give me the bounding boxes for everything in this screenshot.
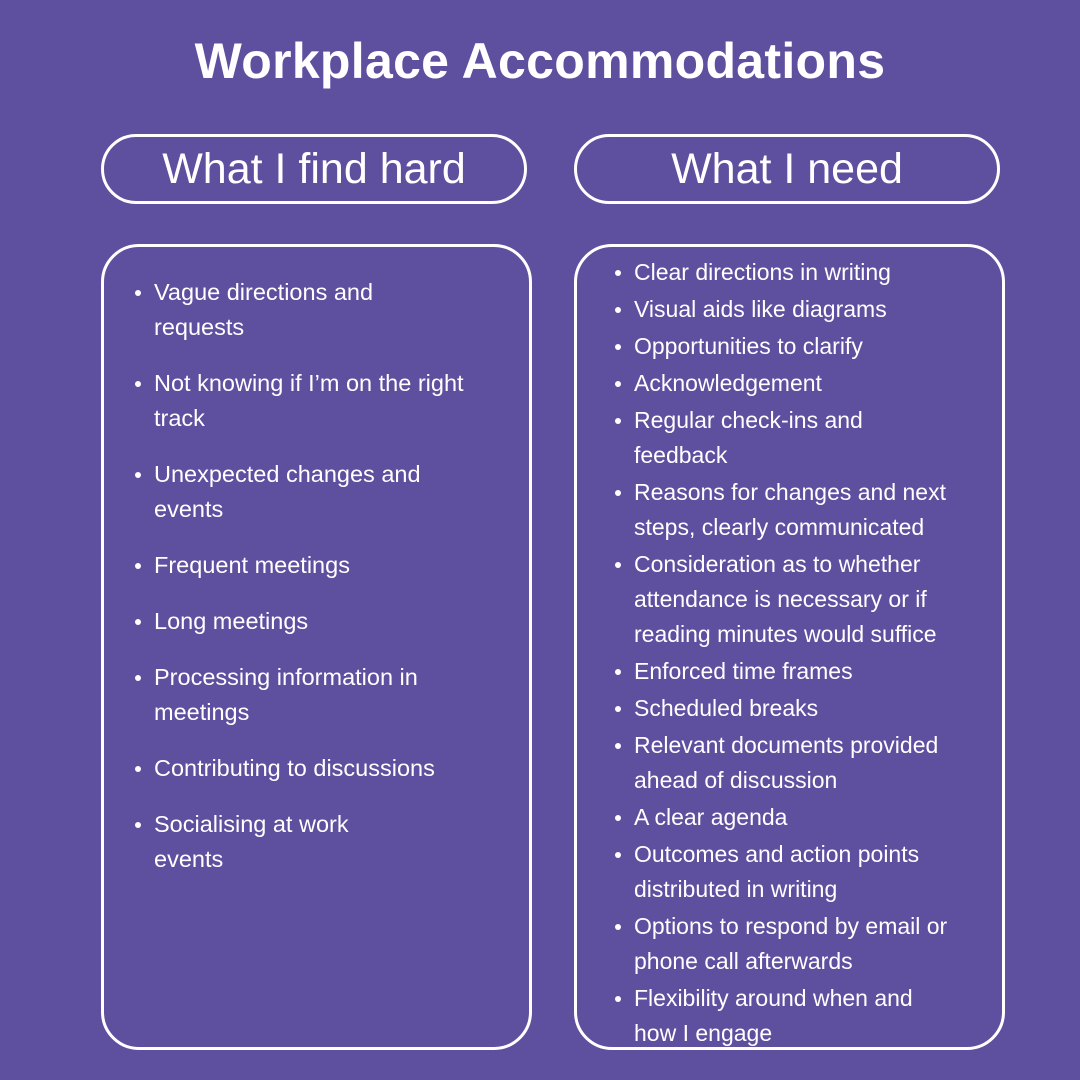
left-column-box <box>101 244 532 1050</box>
list-item: Vague directions and requests <box>154 275 517 345</box>
list-item: Consideration as to whether attendance is necessary or if reading minutes would suffice <box>634 547 994 652</box>
list-item: Frequent meetings <box>154 548 517 583</box>
hard-things-list <box>154 275 517 898</box>
list-item: Enforced time frames <box>634 654 994 689</box>
list-item: Scheduled breaks <box>634 691 994 726</box>
list-item: Acknowledgement <box>634 366 994 401</box>
list-item: Contributing to discussions <box>154 751 517 786</box>
list-item: Unexpected changes and events <box>154 457 517 527</box>
list-item: Relevant documents provided ahead of discussion <box>634 728 994 798</box>
list-item: Visual aids like diagrams <box>634 292 994 327</box>
needs-list <box>634 255 994 1053</box>
list-item: Reasons for changes and next steps, clearly communicated <box>634 475 994 545</box>
right-column-heading: What I need <box>574 134 1000 204</box>
list-item: Clear directions in writing <box>634 255 994 290</box>
right-column-box <box>574 244 1005 1050</box>
list-item: Options to respond by email or phone call afterwards <box>634 909 994 979</box>
list-item: Outcomes and action points distributed in writing <box>634 837 994 907</box>
left-column-heading: What I find hard <box>101 134 527 204</box>
list-item: Not knowing if I’m on the right track <box>154 366 517 436</box>
list-item: A clear agenda <box>634 800 994 835</box>
list-item: Regular check-ins and feedback <box>634 403 994 473</box>
list-item: Processing information in meetings <box>154 660 517 730</box>
page-title: Workplace Accommodations <box>194 33 886 89</box>
list-item: Opportunities to clarify <box>634 329 994 364</box>
list-item: Flexibility around when and how I engage <box>634 981 994 1051</box>
list-item: Long meetings <box>154 604 517 639</box>
list-item: Socialising at work events <box>154 807 517 877</box>
